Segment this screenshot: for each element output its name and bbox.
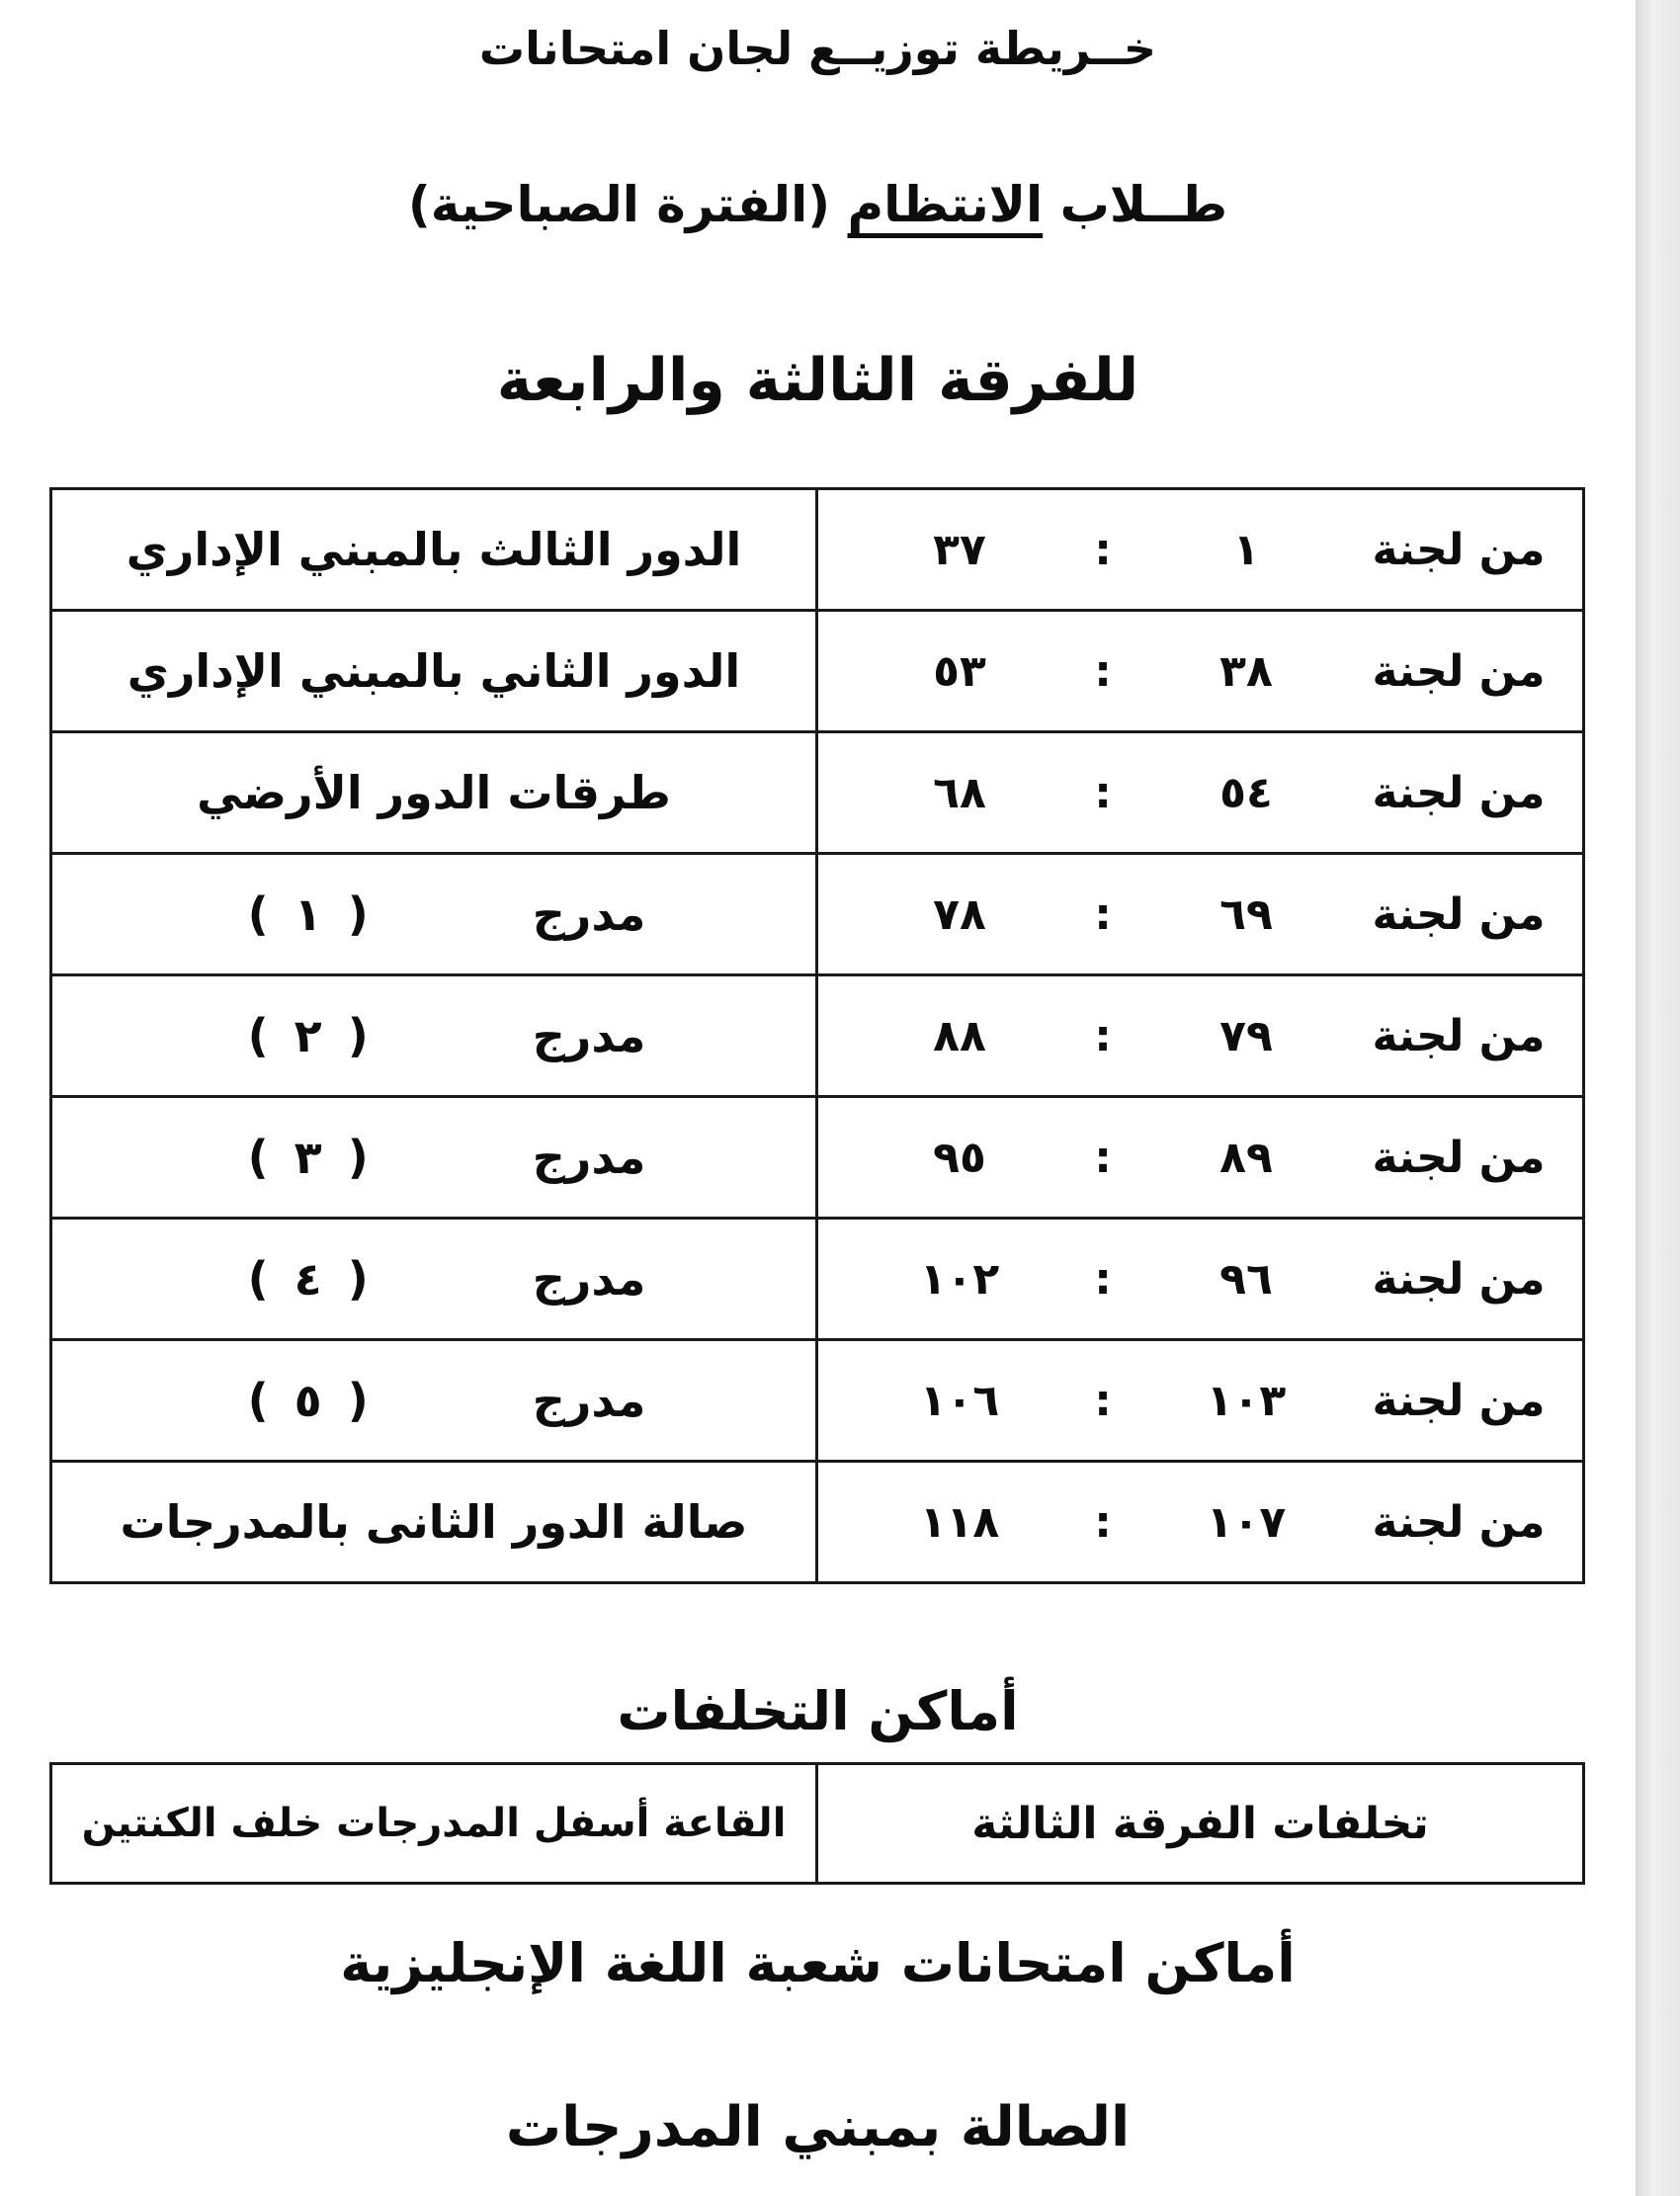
table-row — [51, 1219, 1584, 1340]
range-from: ١٠٣ — [1206, 1375, 1287, 1426]
document-title: خــريطة توزيــع لجان امتحانات — [478, 22, 1157, 75]
paren-open: ( — [347, 1131, 369, 1184]
hall-number: ١ — [294, 887, 322, 941]
range-separator: : — [1094, 888, 1112, 940]
row-label: من لجنة — [1372, 1496, 1546, 1548]
paren-open: ( — [347, 1009, 369, 1062]
range-from: ٣٨ — [1219, 645, 1273, 697]
range-separator: : — [1094, 1010, 1112, 1061]
subtitle-suffix: (الفترة الصباحية) — [407, 176, 831, 233]
row-label: من لجنة — [1372, 645, 1546, 697]
row-label: من لجنة — [1372, 1253, 1546, 1305]
table-row — [51, 854, 1584, 975]
location-cell: الدور الثالث بالمبني الإداري — [51, 489, 817, 611]
late-group-label: تخلفات الفرقة الثالثة — [817, 1764, 1584, 1884]
row-label: من لجنة — [1372, 1375, 1546, 1426]
range-from: ٦٩ — [1219, 888, 1273, 940]
location-cell: الدور الثاني بالمبني الإداري — [51, 611, 817, 732]
range-separator: : — [1094, 767, 1112, 818]
location-cell: طرقات الدور الأرضي — [51, 732, 817, 854]
range-separator: : — [1094, 1132, 1112, 1183]
range-to: ٩٥ — [933, 1132, 986, 1183]
table-row — [51, 1462, 1584, 1583]
committee-range-cell — [817, 732, 1584, 854]
location-cell: صالة الدور الثانى بالمدرجات — [51, 1462, 817, 1583]
location-cell — [51, 1340, 817, 1462]
table-row — [51, 1340, 1584, 1462]
committee-range-cell — [817, 1340, 1584, 1462]
committee-range-cell — [817, 1097, 1584, 1219]
hall-number: ٥ — [294, 1374, 322, 1427]
range-from: ٩٦ — [1219, 1253, 1273, 1305]
paren-close: ) — [247, 887, 269, 941]
range-separator: : — [1094, 1496, 1112, 1548]
paren-open: ( — [347, 1252, 369, 1306]
english-exams-heading: أماكن امتحانات شعبة اللغة الإنجليزية — [340, 1932, 1296, 1994]
late-exams-table — [49, 1762, 1585, 1885]
table-row — [51, 732, 1584, 854]
range-to: ١٠٦ — [919, 1375, 1000, 1426]
english-exams-location: الصالة بمبني المدرجات — [505, 2095, 1131, 2159]
committee-range-cell — [817, 489, 1584, 611]
table-row — [51, 611, 1584, 732]
hall-number: ٤ — [294, 1252, 322, 1306]
range-from: ٨٩ — [1219, 1132, 1273, 1183]
table-row — [51, 975, 1584, 1097]
committee-distribution-table — [49, 487, 1585, 1584]
range-to: ١٠٢ — [919, 1253, 1000, 1305]
late-location: القاعة أسفل المدرجات خلف الكنتين — [51, 1764, 817, 1884]
hall-label: مدرج — [532, 887, 646, 941]
hall-number: ٢ — [294, 1009, 322, 1062]
paren-close: ) — [247, 1131, 269, 1184]
range-separator: : — [1094, 645, 1112, 697]
range-from: ٥٤ — [1219, 767, 1273, 818]
location-cell — [51, 854, 817, 975]
committee-range-cell — [817, 1219, 1584, 1340]
grade-heading: للفرقة الثالثة والرابعة — [496, 346, 1139, 415]
late-exams-heading: أماكن التخلفات — [617, 1680, 1019, 1742]
committee-range-cell — [817, 1462, 1584, 1583]
row-label: من لجنة — [1372, 524, 1546, 575]
range-from: ١ — [1232, 524, 1260, 575]
scan-page-edge — [1636, 0, 1680, 2196]
row-label: من لجنة — [1372, 888, 1546, 940]
committee-range-cell — [817, 611, 1584, 732]
range-separator: : — [1094, 1375, 1112, 1426]
paren-close: ) — [247, 1252, 269, 1306]
range-to: ٥٣ — [933, 645, 986, 697]
range-to: ١١٨ — [919, 1496, 1000, 1548]
committee-range-cell — [817, 854, 1584, 975]
paren-close: ) — [247, 1009, 269, 1062]
table-row — [51, 1764, 1584, 1884]
hall-label: مدرج — [532, 1009, 646, 1062]
document-subtitle — [0, 176, 1636, 233]
range-to: ٧٨ — [933, 888, 986, 940]
row-label: من لجنة — [1372, 1132, 1546, 1183]
hall-label: مدرج — [532, 1252, 646, 1306]
table-row — [51, 489, 1584, 611]
hall-label: مدرج — [532, 1374, 646, 1427]
range-to: ٨٨ — [933, 1010, 986, 1061]
paren-open: ( — [347, 887, 369, 941]
range-from: ١٠٧ — [1206, 1496, 1287, 1548]
table-row — [51, 1097, 1584, 1219]
subtitle-underlined: الانتظام — [847, 176, 1044, 233]
range-to: ٣٧ — [933, 524, 986, 575]
range-from: ٧٩ — [1219, 1010, 1273, 1061]
hall-number: ٣ — [294, 1131, 322, 1184]
paren-close: ) — [247, 1374, 269, 1427]
range-to: ٦٨ — [933, 767, 986, 818]
subtitle-prefix: طــلاب — [1059, 176, 1228, 233]
location-cell — [51, 1219, 817, 1340]
location-cell — [51, 975, 817, 1097]
hall-label: مدرج — [532, 1131, 646, 1184]
location-cell — [51, 1097, 817, 1219]
paren-open: ( — [347, 1374, 369, 1427]
row-label: من لجنة — [1372, 1010, 1546, 1061]
committee-range-cell — [817, 975, 1584, 1097]
row-label: من لجنة — [1372, 767, 1546, 818]
range-separator: : — [1094, 1253, 1112, 1305]
range-separator: : — [1094, 524, 1112, 575]
